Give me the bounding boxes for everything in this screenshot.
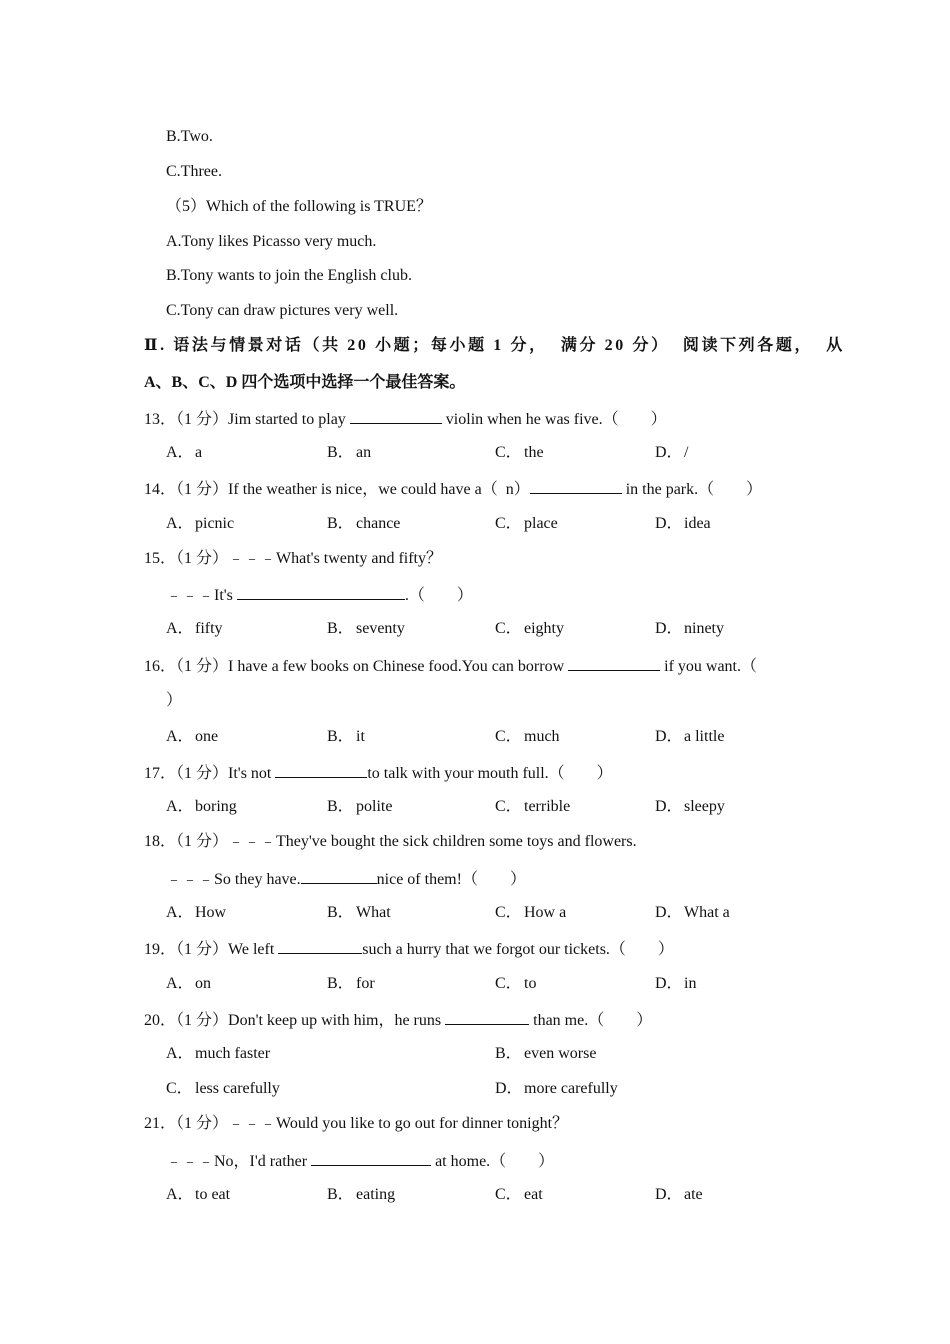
question-20 (144, 1009, 652, 1031)
question-number: 17． (144, 765, 177, 782)
question-14-option-a[interactable]: A．picnic (166, 515, 235, 532)
answer-blank (301, 868, 377, 884)
question-21-option-a[interactable]: A．to eat (166, 1186, 231, 1203)
question-16-option-c[interactable]: C． much (495, 728, 560, 745)
question-15-option-a[interactable]: A．fifty (166, 620, 223, 637)
option-b-prev: B.Two. (166, 128, 213, 145)
question-number: 16． (144, 658, 177, 675)
answer-blank (275, 762, 367, 778)
question-18-line2: ﹣﹣﹣So they have. nice of them!（ ） (166, 868, 526, 890)
question-21-option-d[interactable]: D．ate (655, 1186, 703, 1203)
question-18-option-a[interactable]: A．How (166, 904, 227, 921)
question-14-option-b[interactable]: B． chance (327, 515, 401, 532)
question-text: violin when he was five.（ ） (441, 411, 667, 428)
question-5-option-b: B.Tony wants to join the English club. (166, 267, 412, 284)
answer-blank (350, 408, 442, 424)
question-text: ﹣﹣﹣Would you like to go out for dinner tonight？ (228, 1115, 569, 1132)
answer-blank (278, 938, 362, 954)
question-17-option-d[interactable]: D．sleepy (655, 798, 725, 815)
question-14 (144, 478, 762, 500)
question-5-stem: （5）Which of the following is TRUE？ (166, 198, 432, 215)
question-text: Don't keep up with him，he runs (228, 1012, 446, 1029)
question-18-option-c[interactable]: C． How a (495, 904, 567, 921)
answer-blank (530, 478, 622, 494)
question-text: I have a few books on Chinese food.You can borrow (228, 658, 569, 675)
answer-blank (445, 1009, 529, 1025)
question-score: （1 分） (176, 411, 229, 428)
question-13-option-b[interactable]: B． an (327, 444, 372, 461)
question-text: We left (228, 941, 279, 958)
answer-blank (568, 655, 660, 671)
question-number: 15． (144, 550, 177, 567)
question-number: 18． (144, 833, 177, 850)
question-score: （1 分） (176, 481, 229, 498)
question-score: （1 分） (176, 550, 229, 567)
question-20-option-b[interactable]: B． even worse (495, 1045, 597, 1062)
question-21 (144, 1114, 568, 1134)
question-text: ﹣﹣﹣They've bought the sick children some toys and flowers. (228, 833, 637, 850)
question-21-option-c[interactable]: C． eat (495, 1186, 543, 1203)
question-19-option-b[interactable]: B． for (327, 975, 375, 992)
question-text: Jim started to play (228, 411, 350, 428)
question-19-option-c[interactable]: C． to (495, 975, 537, 992)
option-c-prev: C.Three. (166, 163, 222, 180)
question-17-option-c[interactable]: C． terrible (495, 798, 571, 815)
question-text: It's not (228, 765, 276, 782)
section-heading-line2: A、B、C、D 四个选项中选择一个最佳答案。 (144, 374, 466, 391)
question-15-option-b[interactable]: B． seventy (327, 620, 405, 637)
question-19-option-d[interactable]: D．in (655, 975, 697, 992)
question-number: 13． (144, 411, 177, 428)
question-15-option-c[interactable]: C． eighty (495, 620, 564, 637)
question-score: （1 分） (176, 1012, 229, 1029)
question-19 (144, 938, 674, 960)
question-text: to talk with your mouth full.（ ） (367, 765, 613, 782)
question-16-option-d[interactable]: D．a little (655, 728, 725, 745)
question-13-option-c[interactable]: C． the (495, 444, 544, 461)
question-14-option-c[interactable]: C． place (495, 515, 558, 532)
question-14-option-d[interactable]: D．idea (655, 515, 711, 532)
question-18-option-b[interactable]: B． What (327, 904, 391, 921)
answer-blank (237, 584, 405, 600)
question-16-option-b[interactable]: B． it (327, 728, 365, 745)
question-5-option-c: C.Tony can draw pictures very well. (166, 302, 399, 319)
question-text: than me.（ ） (529, 1012, 653, 1029)
question-16 (144, 655, 757, 677)
question-20-option-a[interactable]: A．much faster (166, 1045, 271, 1062)
question-21-option-b[interactable]: B． eating (327, 1186, 396, 1203)
question-17-option-a[interactable]: A．boring (166, 798, 237, 815)
question-19-option-a[interactable]: A．on (166, 975, 211, 992)
question-20-option-c[interactable]: C． less carefully (166, 1080, 280, 1097)
question-number: 14． (144, 481, 177, 498)
question-15-option-d[interactable]: D．ninety (655, 620, 724, 637)
question-18-option-d[interactable]: D．What a (655, 904, 730, 921)
question-16-line2: ） (166, 692, 183, 709)
question-text: If the weather is nice，we could have a（ n） (228, 481, 530, 498)
answer-blank (311, 1150, 431, 1166)
question-5-option-a: A.Tony likes Picasso very much. (166, 233, 377, 250)
question-score: （1 分） (176, 1115, 229, 1132)
question-20-option-d[interactable]: D．more carefully (495, 1080, 618, 1097)
question-score: （1 分） (176, 833, 229, 850)
question-text: if you want.（ (660, 658, 758, 675)
question-18 (144, 832, 637, 852)
question-number: 21． (144, 1115, 177, 1132)
question-13-option-d[interactable]: D．/ (655, 444, 689, 461)
question-15-line2: ﹣﹣﹣It's .（ ） (166, 584, 473, 606)
question-score: （1 分） (176, 658, 229, 675)
question-21-line2: ﹣﹣﹣No，I'd rather at home.（ ） (166, 1150, 554, 1172)
question-text: ﹣﹣﹣What's twenty and fifty？ (228, 550, 442, 567)
question-score: （1 分） (176, 765, 229, 782)
question-score: （1 分） (176, 941, 229, 958)
question-number: 19． (144, 941, 177, 958)
question-text: in the park.（ ） (621, 481, 763, 498)
question-17 (144, 762, 613, 784)
question-number: 20． (144, 1012, 177, 1029)
question-17-option-b[interactable]: B． polite (327, 798, 393, 815)
question-text: such a hurry that we forgot our tickets.（ ） (362, 941, 674, 958)
question-15 (144, 549, 442, 569)
question-13 (144, 408, 667, 430)
section-heading-line1: Ⅱ. 语法与情景对话（共 20 小题；每小题 1 分， 满分 20 分） 阅读下列各题， 从 (144, 337, 845, 354)
question-13-option-a[interactable]: A．a (166, 444, 203, 461)
question-16-option-a[interactable]: A．one (166, 728, 219, 745)
